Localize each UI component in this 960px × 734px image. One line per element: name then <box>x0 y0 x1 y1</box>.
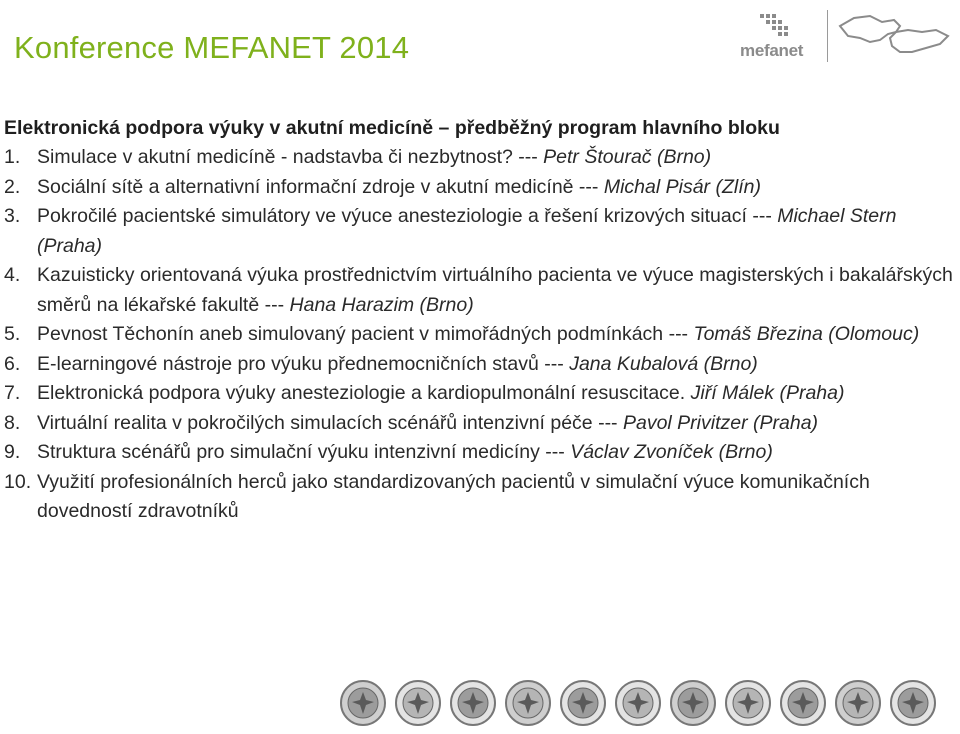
item-title: Pokročilé pacientské simulátory ve výuce anesteziologie a řešení krizových situací --- <box>37 205 778 227</box>
faculty-seal-icon <box>338 678 388 728</box>
faculty-seal-icon <box>833 678 883 728</box>
faculty-seal-icon <box>723 678 773 728</box>
item-speaker: Michael Stern (Praha) <box>37 205 897 257</box>
brand-divider <box>827 10 828 62</box>
item-speaker: Pavol Privitzer (Praha) <box>622 411 819 434</box>
czech-slovak-map-icon <box>836 12 954 62</box>
slide-title: Konference MEFANET 2014 <box>14 30 410 65</box>
faculty-seal-icon <box>778 678 828 728</box>
program-heading: Elektronická podpora výuky v akutní medicíně – předběžný program hlavního bloku <box>4 117 780 139</box>
program-list <box>4 143 954 527</box>
item-speaker: Petr Štourač (Brno) <box>543 146 712 168</box>
program-item <box>4 320 954 350</box>
item-speaker: Michal Pisár (Zlín) <box>603 175 761 198</box>
item-number: 6. <box>4 352 21 375</box>
item-title: Simulace v akutní medicíně - nadstavba či nezbytnost? --- <box>37 146 544 168</box>
program-item <box>4 202 954 261</box>
program-item <box>4 379 954 409</box>
item-title: E-learningové nástroje pro výuku přednemocničních stavů --- <box>37 352 570 375</box>
program-content <box>4 114 954 527</box>
mefanet-dots-icon <box>758 12 798 42</box>
item-title: Využití profesionálních herců jako standardizovaných pacientů v simulační výuce komunikačních dovedností zdravotníků <box>37 470 870 522</box>
faculty-seal-icon <box>503 678 553 728</box>
program-item <box>4 143 954 173</box>
faculty-seal-icon <box>888 678 938 728</box>
item-title: Elektronická podpora výuky anesteziologie a kardiopulmonální resuscitace. <box>37 382 691 404</box>
faculty-seal-icon <box>668 678 718 728</box>
item-number: 7. <box>4 382 21 404</box>
item-speaker: Václav Zvoníček (Brno) <box>570 441 773 463</box>
item-number: 9. <box>4 441 21 463</box>
item-title: Kazuisticky orientovaná výuka prostřednictvím virtuálního pacienta ve výuce magisterských i bakalářských směrů na lékařské fakultě --- <box>37 264 953 316</box>
item-number: 4. <box>4 264 21 286</box>
item-number: 3. <box>4 205 21 227</box>
item-speaker: Tomáš Březina (Olomouc) <box>693 323 920 345</box>
item-number: 2. <box>4 175 21 198</box>
item-title: Struktura scénářů pro simulační výuku intenzivní medicíny --- <box>37 441 571 463</box>
faculty-seal-icon <box>613 678 663 728</box>
faculty-seal-icon <box>448 678 498 728</box>
program-item <box>4 173 954 203</box>
faculty-seal-icon <box>558 678 608 728</box>
item-speaker: Jiří Málek (Praha) <box>690 382 845 404</box>
program-item <box>4 409 954 439</box>
item-title: Pevnost Těchonín aneb simulovaný pacient v mimořádných podmínkách --- <box>37 323 694 345</box>
item-title: Sociální sítě a alternativní informační zdroje v akutní medicíně --- <box>37 175 604 198</box>
item-number: 8. <box>4 411 21 434</box>
program-item <box>4 261 954 320</box>
mefanet-brand <box>740 8 955 66</box>
item-number: 10. <box>4 470 32 493</box>
program-item <box>4 438 954 468</box>
item-number: 5. <box>4 323 21 345</box>
program-item <box>4 468 954 527</box>
item-title: Virtuální realita v pokročilých simulacích scénářů intenzivní péče --- <box>37 411 623 434</box>
faculty-seal-icon <box>393 678 443 728</box>
item-speaker: Jana Kubalová (Brno) <box>569 352 758 375</box>
mefanet-wordmark: mefanet <box>740 41 804 60</box>
program-item <box>4 350 954 380</box>
item-speaker: Hana Harazim (Brno) <box>289 293 474 316</box>
item-number: 1. <box>4 146 21 168</box>
